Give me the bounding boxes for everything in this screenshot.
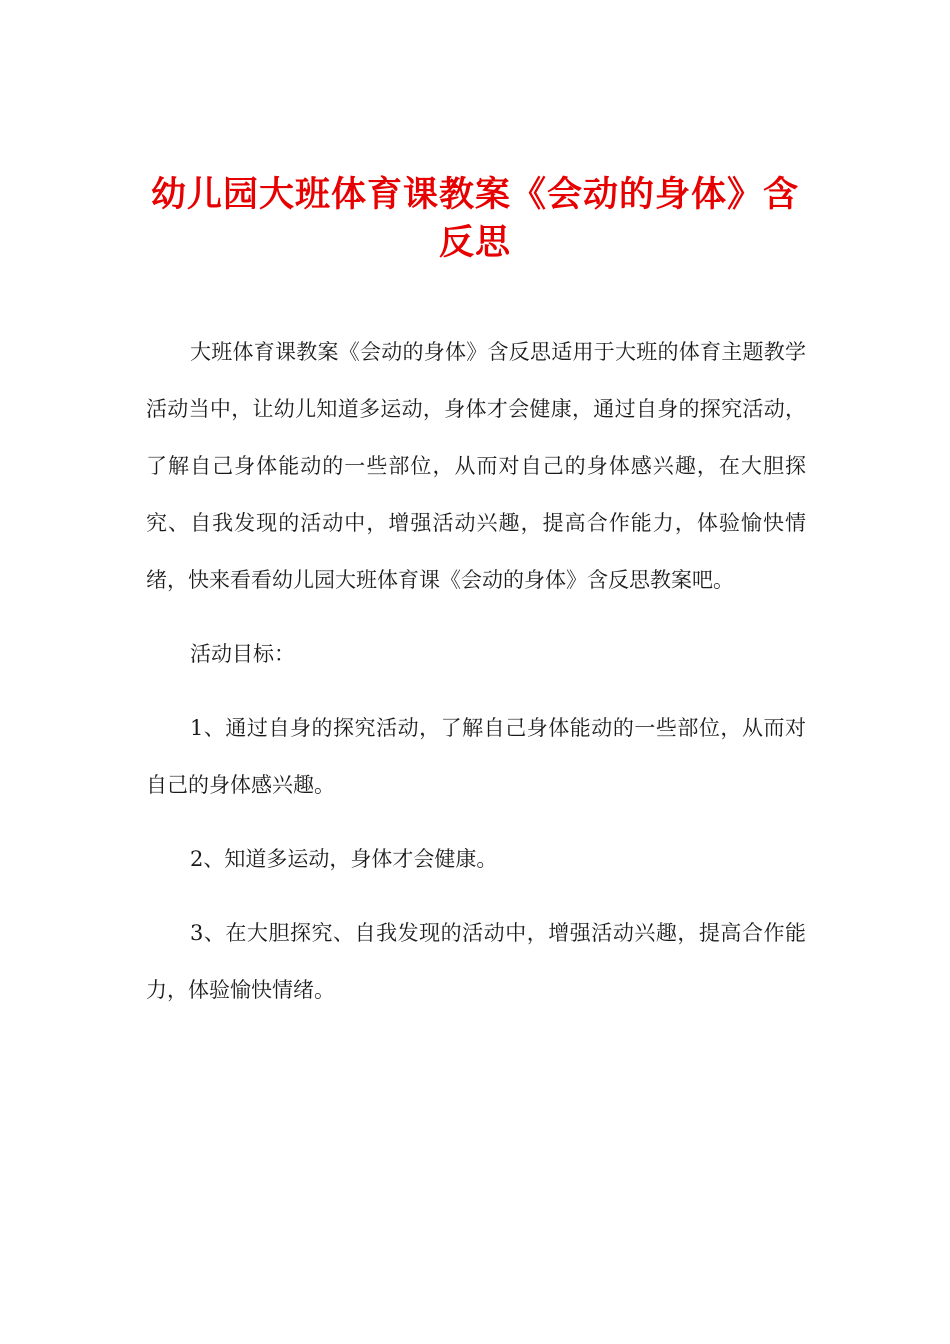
document-body — [146, 324, 806, 1036]
intro-paragraph: 大班体育课教案《会动的身体》含反思适用于大班的体育主题教学活动当中，让幼儿知道多运动，身体才会健康，通过自身的探究活动，了解自己身体能动的一些部位，从而对自己的身体感兴趣，在大胆探究、自我发现的活动中，增强活动兴趣，提高合作能力，体验愉快情绪，快来看看幼儿园大班体育课《会动的身体》含反思教案吧。 — [146, 340, 806, 592]
document-title: 幼儿园大班体育课教案《会动的身体》含反思 — [150, 175, 799, 264]
objective-item-1: 1、通过自身的探究活动，了解自己身体能动的一些部位，从而对自己的身体感兴趣。 — [146, 716, 806, 797]
objective-item-2: 2、知道多运动，身体才会健康。 — [190, 847, 498, 871]
objective-item-3: 3、在大胆探究、自我发现的活动中，增强活动兴趣，提高合作能力，体验愉快情绪。 — [146, 921, 806, 1002]
objectives-heading: 活动目标： — [190, 642, 295, 666]
